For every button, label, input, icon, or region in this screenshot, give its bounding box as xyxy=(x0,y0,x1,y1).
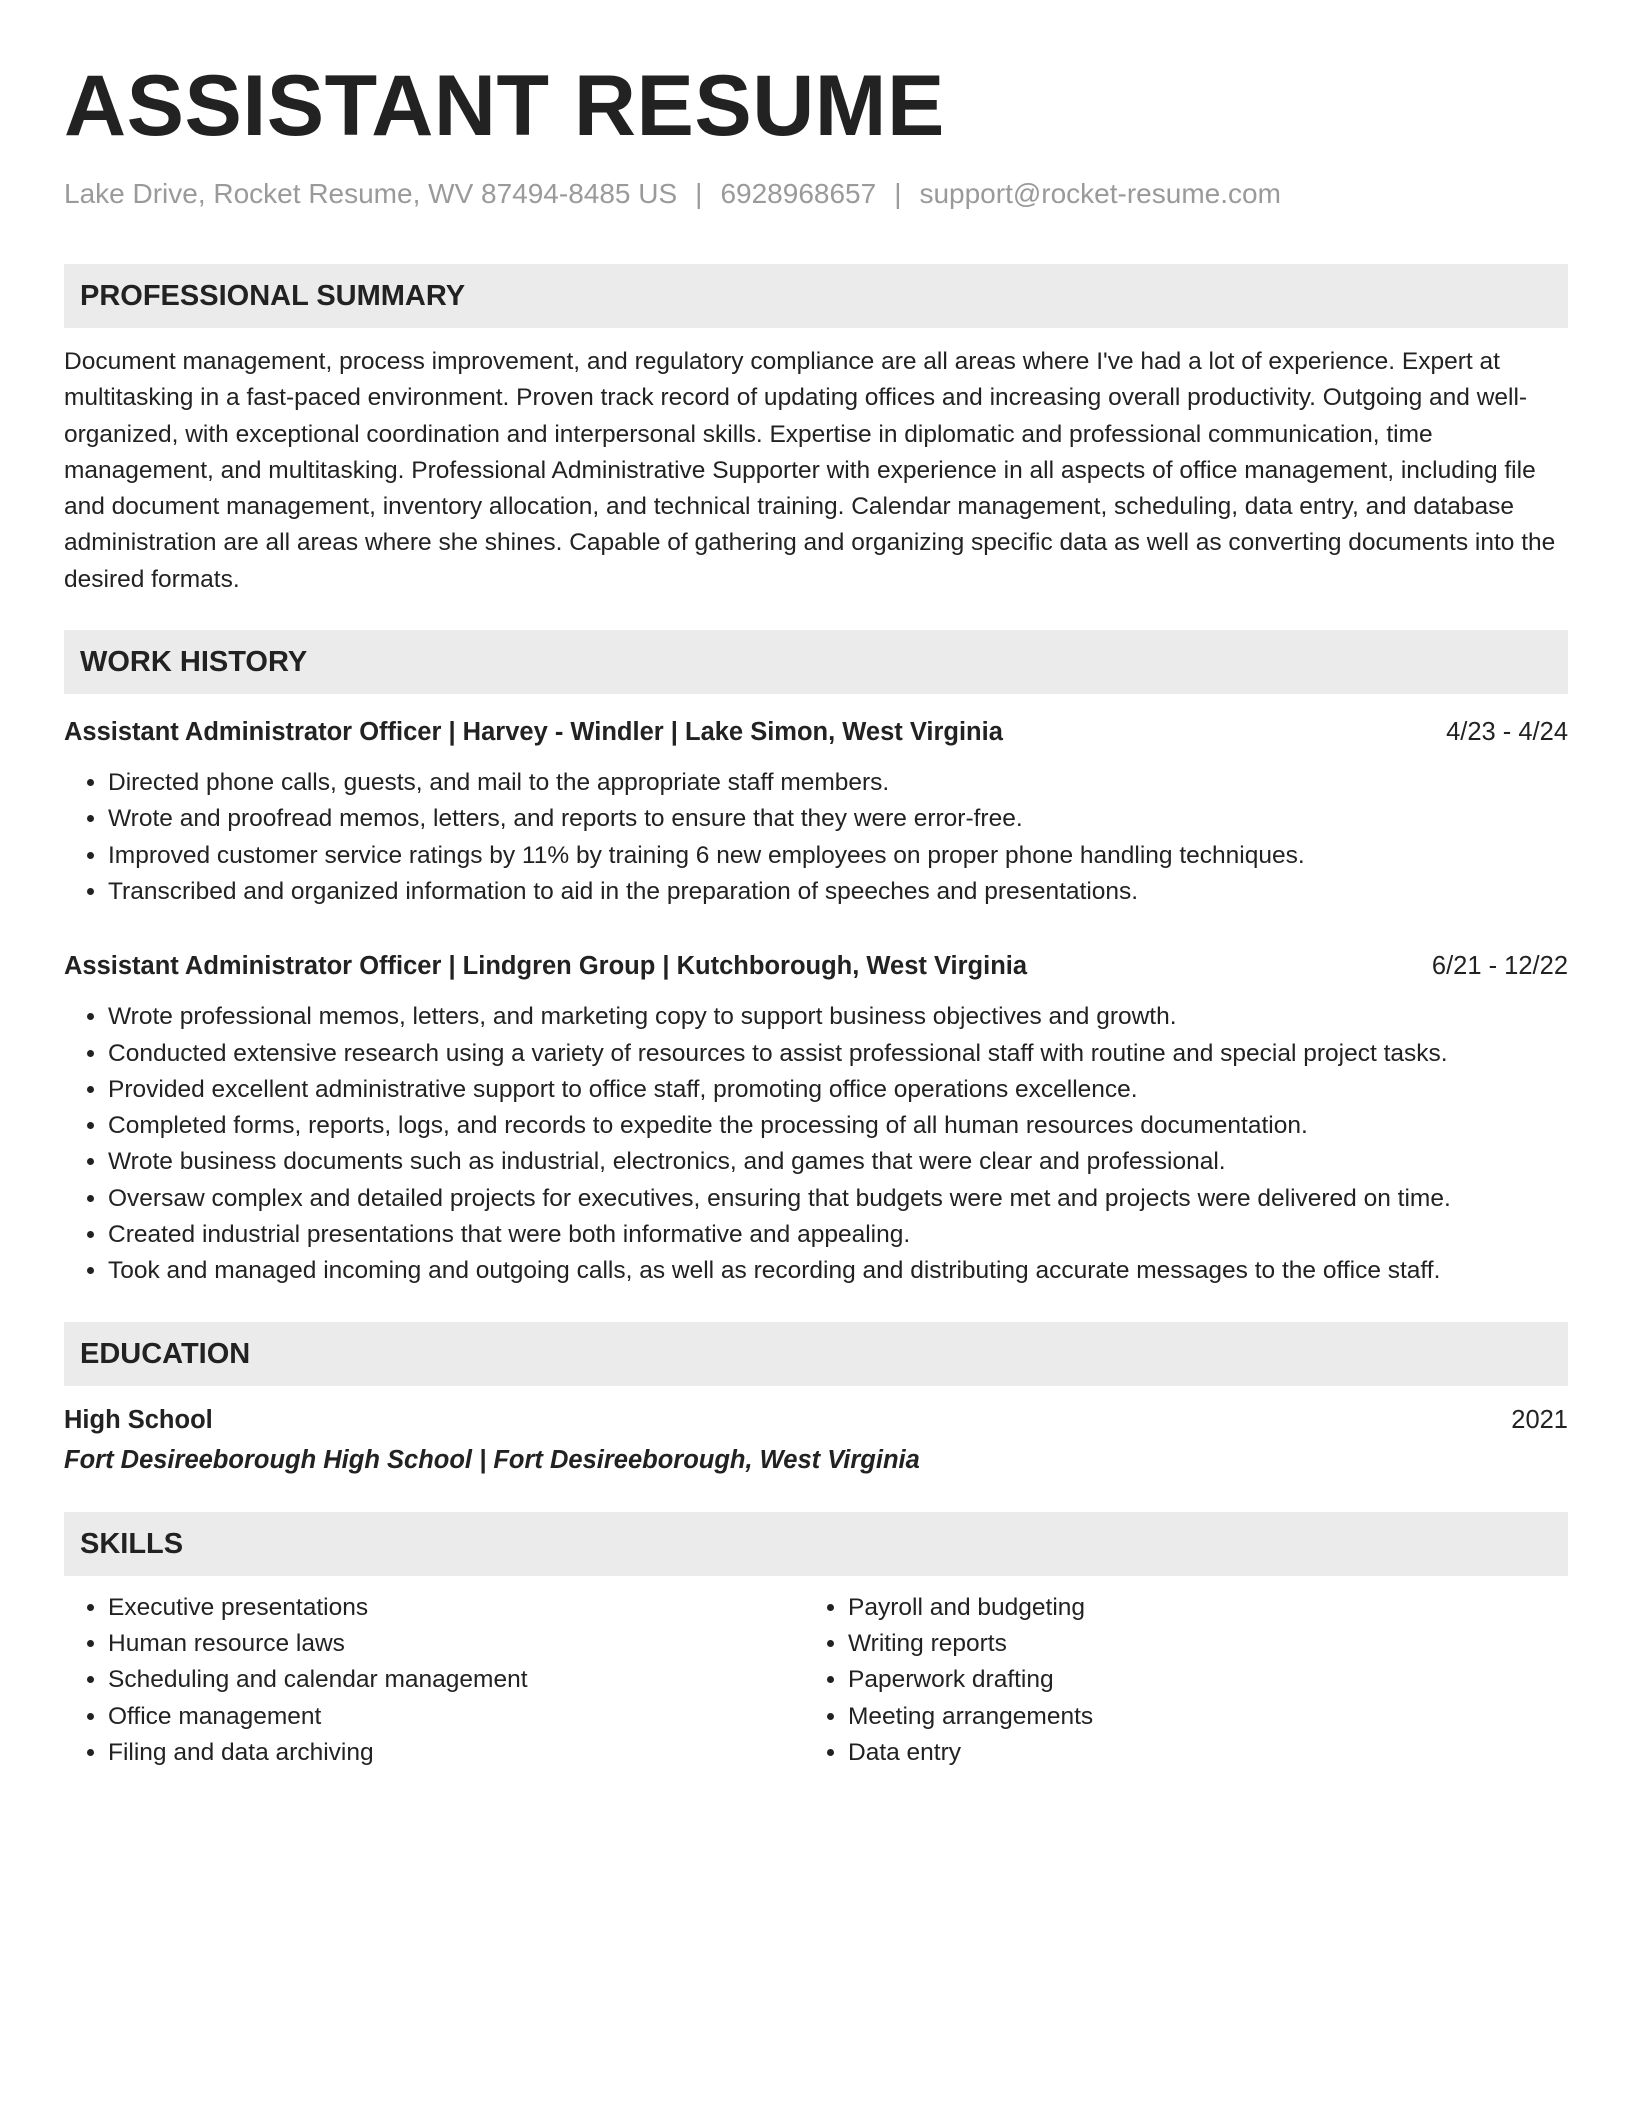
skill-item: • Paperwork drafting xyxy=(848,1662,1544,1698)
job-bullet: • Took and managed incoming and outgoing calls, as well as recording and distributing accurate messages to the office staff. xyxy=(108,1253,1568,1289)
contact-line xyxy=(64,176,1568,212)
education-entry xyxy=(64,1402,1568,1478)
job-bullet-list xyxy=(64,765,1568,910)
skill-item: • Scheduling and calendar management xyxy=(108,1662,804,1698)
job-bullet: • Improved customer service ratings by 11% by training 6 new employees on proper phone handling techniques. xyxy=(108,838,1568,874)
job-bullet: • Oversaw complex and detailed projects for executives, ensuring that budgets were met and projects were delivered on time. xyxy=(108,1181,1568,1217)
skills-list-left xyxy=(64,1590,804,1771)
contact-separator: | xyxy=(894,178,902,209)
skill-item: • Payroll and budgeting xyxy=(848,1590,1544,1626)
job-bullet-list xyxy=(64,999,1568,1289)
resume-name: ASSISTANT RESUME xyxy=(64,58,945,154)
contact-separator: | xyxy=(695,178,703,209)
job-title: Assistant Administrator Officer | Lindgren Group | Kutchborough, West Virginia xyxy=(64,952,1028,981)
skill-item: • Office management xyxy=(108,1699,804,1735)
skill-item: • Data entry xyxy=(848,1735,1544,1771)
job-bullet: • Wrote and proofread memos, letters, and reports to ensure that they were error-free. xyxy=(108,801,1568,837)
section-header-summary: PROFESSIONAL SUMMARY xyxy=(64,264,1568,328)
job-bullet: • Wrote professional memos, letters, and marketing copy to support business objectives and growth. xyxy=(108,999,1568,1035)
education-degree: High School xyxy=(64,1405,213,1434)
section-header-work-history: WORK HISTORY xyxy=(64,630,1568,694)
summary-text: Document management, process improvement, and regulatory compliance are all areas where I've had a lot of experience. Expert at multitasking in a fast-paced environment. Proven track record of updating offices and increasing overall productivity. Outgoing and well-organized, with exceptional coordination and interpersonal skills. Expertise in diplomatic and professional communication, time management, and multitasking. Professional Administrative Supporter with experience in all aspects of office management, including file and document management, inventory allocation, and technical training. Calendar management, scheduling, data entry, and database administration are all areas where she shines. Capable of gathering and organizing specific data as well as converting documents into the desired formats. xyxy=(64,348,1556,593)
skill-item: • Human resource laws xyxy=(108,1626,804,1662)
education-school: Fort Desireeborough High School | Fort Desireeborough, West Virginia xyxy=(64,1445,920,1474)
skills-list-right xyxy=(804,1590,1544,1771)
job-title: Assistant Administrator Officer | Harvey - Windler | Lake Simon, West Virginia xyxy=(64,718,1003,747)
job-heading-line xyxy=(64,948,1568,984)
job-entry xyxy=(64,948,1568,1289)
job-dates: 4/23 - 4/24 xyxy=(1446,718,1568,747)
contact-address: Lake Drive, Rocket Resume, WV 87494-8485 US xyxy=(64,178,678,209)
job-bullet: • Conducted extensive research using a variety of resources to assist professional staff with routine and special project tasks. xyxy=(108,1036,1568,1072)
contact-phone: 6928968657 xyxy=(720,178,877,209)
skill-item: • Meeting arrangements xyxy=(848,1699,1544,1735)
job-bullet: • Created industrial presentations that were both informative and appealing. xyxy=(108,1217,1568,1253)
education-heading-line xyxy=(64,1402,1568,1438)
job-dates: 6/21 - 12/22 xyxy=(1431,952,1568,981)
job-entry xyxy=(64,714,1568,910)
skill-item: • Filing and data archiving xyxy=(108,1735,804,1771)
skill-item: • Writing reports xyxy=(848,1626,1544,1662)
job-heading-line xyxy=(64,714,1568,750)
job-bullet: • Provided excellent administrative support to office staff, promoting office operations excellence. xyxy=(108,1072,1568,1108)
skill-item: • Executive presentations xyxy=(108,1590,804,1626)
section-header-education: EDUCATION xyxy=(64,1322,1568,1386)
job-bullet: • Completed forms, reports, logs, and records to expedite the processing of all human resources documentation. xyxy=(108,1108,1568,1144)
job-bullet: • Wrote business documents such as industrial, electronics, and games that were clear and professional. xyxy=(108,1144,1568,1180)
contact-email: support@rocket-resume.com xyxy=(919,178,1281,209)
education-year: 2021 xyxy=(1511,1405,1568,1434)
job-bullet: • Directed phone calls, guests, and mail to the appropriate staff members. xyxy=(108,765,1568,801)
job-bullet: • Transcribed and organized information to aid in the preparation of speeches and presentations. xyxy=(108,874,1568,910)
section-header-skills: SKILLS xyxy=(64,1512,1568,1576)
skills-columns xyxy=(64,1590,1568,1771)
